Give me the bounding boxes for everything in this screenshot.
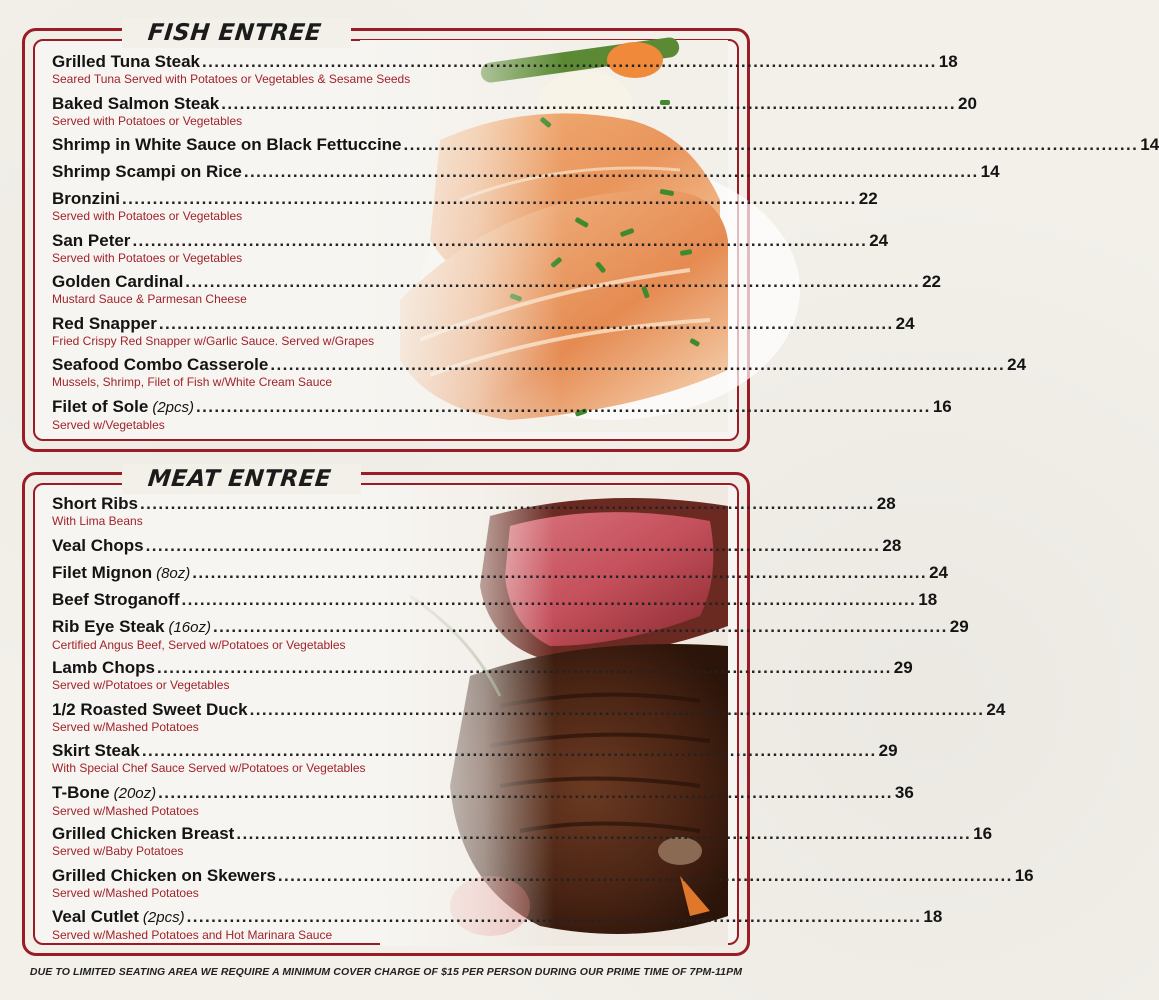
menu-item-price: 24 xyxy=(895,313,915,333)
menu-item-row xyxy=(52,396,952,418)
menu-item-description: With Lima Beans xyxy=(52,514,143,528)
menu-item-row xyxy=(52,562,948,584)
menu-item xyxy=(52,396,952,439)
menu-item xyxy=(52,313,915,356)
menu-item xyxy=(52,93,977,136)
dot-leader: ........................................................................................................................ xyxy=(132,230,868,250)
dot-leader: ........................................................................................................................ xyxy=(243,162,979,181)
menu-item-description: Served w/Mashed Potatoes xyxy=(52,803,199,818)
menu-item-price: 29 xyxy=(878,741,898,760)
menu-item xyxy=(52,658,913,700)
menu-item-description: With Special Chef Sauce Served w/Potatoes or Vegetables xyxy=(52,761,366,775)
menu-item-description: Served w/Potatoes or Vegetables xyxy=(52,678,230,692)
menu-item-price: 16 xyxy=(932,396,952,416)
menu-item-name: Bronzini xyxy=(52,189,120,208)
menu-item-description: Mustard Sauce & Parmesan Cheese xyxy=(52,292,247,306)
menu-item-row xyxy=(52,658,913,678)
menu-item-name: Veal Cutlet xyxy=(52,907,139,926)
menu-item-price: 29 xyxy=(949,616,969,636)
menu-item-description: Fried Crispy Red Snapper w/Garlic Sauce. Served w/Grapes xyxy=(52,333,375,348)
menu-item-row xyxy=(52,93,977,114)
menu-item-price: 24 xyxy=(929,562,948,582)
menu-item xyxy=(52,535,902,563)
menu-item-row xyxy=(52,535,902,556)
menu-item-description: Certified Angus Beef, Served w/Potatoes or Vegetables xyxy=(52,637,346,652)
dot-leader: ........................................................................................................................ xyxy=(221,93,957,113)
menu-item-portion: (8oz) xyxy=(156,564,191,582)
menu-item-name: Seafood Combo Casserole xyxy=(52,355,269,374)
menu-item-price: 24 xyxy=(986,699,1006,719)
menu-item-description: Served with Potatoes or Vegetables xyxy=(52,209,243,223)
meat-menu-list xyxy=(52,494,1034,949)
menu-item-description: Mussels, Shrimp, Filet of Fish w/White Cream Sauce xyxy=(52,375,333,389)
menu-item-name: Skirt Steak xyxy=(52,741,140,760)
menu-item-name: Short Ribs xyxy=(52,494,138,513)
dot-leader: ........................................................................................................................ xyxy=(249,699,985,719)
menu-item-name: Shrimp in White Sauce on Black Fettuccine xyxy=(52,135,402,154)
menu-item-row xyxy=(52,782,914,804)
menu-item-name: Baked Salmon Steak xyxy=(52,93,220,113)
menu-item-price: 29 xyxy=(893,658,913,677)
menu-item-name: San Peter xyxy=(52,230,131,250)
menu-item-price: 24 xyxy=(1007,355,1027,374)
menu-item-row xyxy=(52,230,889,251)
menu-item-price: 18 xyxy=(938,52,958,71)
menu-item xyxy=(52,741,898,783)
dot-leader: ........................................................................................................................ xyxy=(202,52,937,71)
menu-item-price: 22 xyxy=(858,189,878,208)
menu-item-row xyxy=(52,865,1034,886)
menu-item-description: Seared Tuna Served with Potatoes or Vegetables & Sesame Seeds xyxy=(52,72,411,86)
dot-leader: ........................................................................................................................ xyxy=(270,355,1006,374)
dot-leader: ........................................................................................................................ xyxy=(192,562,928,582)
menu-item-price: 14 xyxy=(1140,135,1159,154)
menu-item-price: 20 xyxy=(958,93,977,113)
menu-item-price: 36 xyxy=(894,782,914,802)
dot-leader: ........................................................................................................................ xyxy=(156,658,892,677)
fish-title-wrap xyxy=(122,18,351,48)
cover-charge-notice: DUE TO LIMITED SEATING AREA WE REQUIRE A MINIMUM COVER CHARGE OF $15 PER PERSON DURING OUR PRIME TIME OF 7PM-11PM xyxy=(29,966,743,978)
dot-leader: ........................................................................................................................ xyxy=(141,741,877,760)
menu-item-row xyxy=(52,313,915,334)
menu-item-description: Served with Potatoes or Vegetables xyxy=(52,250,243,265)
menu-item-row xyxy=(52,741,898,761)
menu-item-row xyxy=(52,824,993,844)
menu-item-price: 16 xyxy=(1014,865,1034,885)
menu-item-price: 24 xyxy=(869,230,889,250)
dot-leader: ........................................................................................................................ xyxy=(122,189,857,208)
menu-item-price: 28 xyxy=(882,535,902,555)
menu-item-name: T-Bone xyxy=(52,782,110,802)
menu-item-row xyxy=(52,189,878,209)
menu-item-row xyxy=(52,494,896,514)
menu-item-portion: (2pcs) xyxy=(142,909,185,926)
dot-leader: ........................................................................................................................ xyxy=(139,494,875,513)
fish-menu-list xyxy=(52,52,1159,438)
menu-item-portion: (16oz) xyxy=(168,618,211,636)
menu-item-price: 22 xyxy=(922,272,941,291)
menu-item-name: 1/2 Roasted Sweet Duck xyxy=(52,699,248,719)
menu-item-name: Grilled Chicken on Skewers xyxy=(52,865,276,885)
fish-section-title: FISH ENTREE xyxy=(146,20,323,46)
menu-item-description: Served w/Mashed Potatoes xyxy=(52,885,199,900)
menu-item-price: 28 xyxy=(876,494,896,513)
menu-item-name: Filet Mignon xyxy=(52,562,153,582)
menu-item-price: 18 xyxy=(918,589,938,609)
dot-leader: ........................................................................................................................ xyxy=(185,272,921,291)
dot-leader: ........................................................................................................................ xyxy=(145,535,881,555)
menu-item-row xyxy=(52,907,943,928)
dot-leader: ........................................................................................................................ xyxy=(212,616,948,636)
menu-item-row xyxy=(52,272,941,292)
menu-item xyxy=(52,907,943,949)
menu-item-description: Served with Potatoes or Vegetables xyxy=(52,113,243,128)
dot-leader: ........................................................................................................................ xyxy=(158,313,894,333)
menu-item-row xyxy=(52,162,1000,182)
menu-item-price: 16 xyxy=(973,824,993,843)
menu-item xyxy=(52,189,878,231)
menu-item xyxy=(52,562,948,590)
dot-leader: ........................................................................................................................ xyxy=(403,135,1139,154)
menu-item-description: Served w/Vegetables xyxy=(52,417,165,432)
menu-item xyxy=(52,494,896,536)
menu-item-price: 18 xyxy=(923,907,943,926)
dot-leader: ........................................................................................................................ xyxy=(186,907,922,926)
menu-item-portion: (2pcs) xyxy=(152,398,195,416)
menu-item-name: Grilled Chicken Breast xyxy=(52,824,235,843)
dot-leader: ........................................................................................................................ xyxy=(236,824,972,843)
menu-item-row xyxy=(52,52,958,72)
menu-item-row xyxy=(52,135,1159,155)
menu-item xyxy=(52,865,1034,908)
menu-item-price: 14 xyxy=(980,162,1000,181)
menu-item xyxy=(52,135,1159,162)
menu-item xyxy=(52,616,969,659)
menu-item-description: Served w/Mashed Potatoes and Hot Marinara Sauce xyxy=(52,928,333,942)
dot-leader: ........................................................................................................................ xyxy=(181,589,917,609)
dot-leader: ........................................................................................................................ xyxy=(277,865,1013,885)
menu-item-name: Veal Chops xyxy=(52,535,144,555)
menu-item xyxy=(52,782,914,825)
meat-section-title: MEAT ENTREE xyxy=(146,466,333,492)
menu-item-name: Lamb Chops xyxy=(52,658,155,677)
menu-item xyxy=(52,355,1027,397)
menu-item xyxy=(52,824,993,866)
menu-item-name: Shrimp Scampi on Rice xyxy=(52,162,242,181)
menu-item xyxy=(52,230,889,273)
menu-item-name: Rib Eye Steak xyxy=(52,616,165,636)
menu-item-description: Served w/Baby Potatoes xyxy=(52,844,184,858)
menu-item-name: Golden Cardinal xyxy=(52,272,184,291)
menu-item-row xyxy=(52,616,969,638)
menu-item xyxy=(52,589,938,617)
menu-item-name: Filet of Sole xyxy=(52,396,149,416)
menu-item-name: Grilled Tuna Steak xyxy=(52,52,201,71)
menu-item-portion: (20oz) xyxy=(113,784,157,802)
menu-item xyxy=(52,272,941,314)
menu-item xyxy=(52,699,1006,742)
menu-item xyxy=(52,52,958,94)
dot-leader: ........................................................................................................................ xyxy=(196,396,931,416)
menu-item-row xyxy=(52,699,1006,720)
meat-title-wrap xyxy=(122,464,361,494)
menu-item-row xyxy=(52,589,938,610)
dot-leader: ........................................................................................................................ xyxy=(158,782,893,802)
menu-item-description: Served w/Mashed Potatoes xyxy=(52,719,199,734)
menu-item xyxy=(52,162,1000,189)
menu-item-row xyxy=(52,355,1027,375)
menu-item-name: Red Snapper xyxy=(52,313,157,333)
menu-item-name: Beef Stroganoff xyxy=(52,589,180,609)
